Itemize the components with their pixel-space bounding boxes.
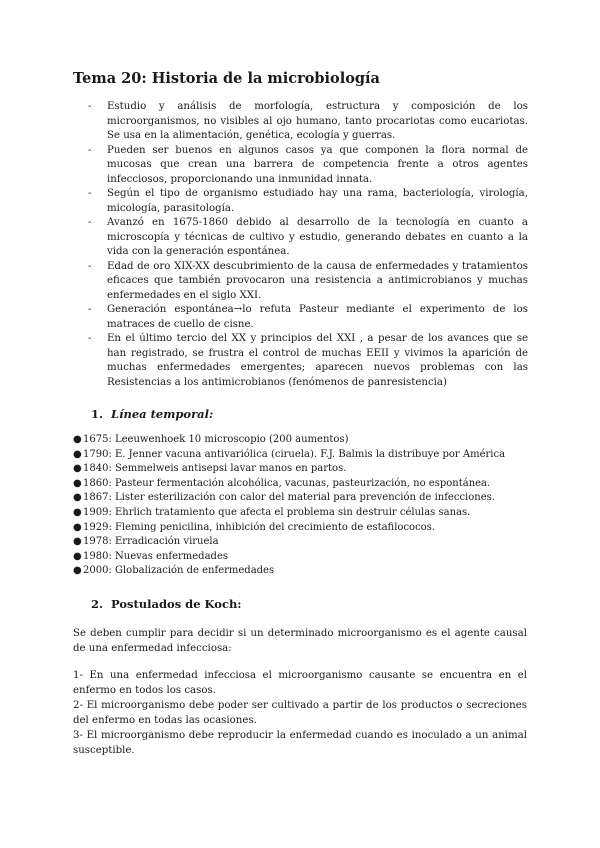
koch-postulate-3: 3- El microorganismo debe reproducir la enfermedad cuando es inoculado a un animal susceptible.	[73, 730, 527, 756]
timeline-item	[73, 535, 533, 550]
timeline-item	[73, 448, 533, 463]
timeline-item-text: 1978: Erradicación viruela	[83, 536, 219, 548]
timeline-item	[73, 506, 533, 521]
timeline-item-text: 1860: Pasteur fermentación alcohólica, vacunas, pasteurización, no espontánea.	[83, 477, 491, 489]
timeline-item-text: 1840: Semmelweis antisepsi lavar manos en partos.	[83, 463, 347, 475]
bullet-dot: ●	[73, 463, 82, 475]
bullet-dot: ●	[73, 448, 82, 460]
list-item-text: Según el tipo de organismo estudiado hay una rama, bacteriología, virología, micología, parasitología.	[107, 188, 528, 214]
list-item	[88, 144, 528, 188]
intro-bullet-list	[88, 100, 528, 390]
bullet-dot: ●	[73, 434, 82, 445]
bullet-dot: ●	[73, 536, 82, 548]
timeline-item-text: 1909: Ehrlich tratamiento que afecta el problema sin destruir células sanas.	[83, 506, 471, 518]
list-item	[88, 216, 528, 260]
bullet-dot: ●	[73, 492, 82, 504]
list-item	[88, 332, 528, 390]
list-item	[88, 303, 528, 332]
timeline-item	[73, 433, 533, 448]
bullet-marker: -	[88, 217, 92, 228]
page-title: Tema 20: Historia de la microbiología	[73, 70, 380, 87]
timeline-item-text: 1980: Nuevas enfermedades	[83, 550, 228, 562]
timeline-item	[73, 491, 533, 506]
timeline-item-text: 1929: Fleming penicilina, inhibición del crecimiento de estafilococos.	[83, 521, 436, 533]
timeline-item	[73, 521, 533, 536]
bullet-marker: -	[88, 144, 92, 156]
timeline-item	[73, 564, 533, 579]
bullet-dot: ●	[73, 521, 82, 533]
bullet-dot: ●	[73, 550, 82, 562]
koch-intro-paragraph: Se deben cumplir para decidir si un determinado microorganismo es el agente causal de una enfermedad infecciosa:	[73, 628, 527, 654]
list-item	[88, 187, 528, 216]
bullet-marker: -	[88, 260, 92, 272]
timeline-item	[73, 550, 533, 565]
timeline-list	[73, 433, 533, 579]
timeline-item-text: 2000: Globalización de enfermedades	[83, 565, 275, 577]
list-item-text: Pueden ser buenos en algunos casos ya que componen la flora normal de mucosas que crean una barrera de competencia frente a otros agentes infecciosos, proporcionando una inmunidad innata.	[107, 144, 528, 185]
koch-postulate-2: 2- El microorganismo debe poder ser cultivado a partir de los productos o secreciones del enfermo en todas las ocasiones.	[73, 700, 527, 726]
timeline-item-text: 1867: Lister esterilización con calor del material para prevención de infecciones.	[83, 492, 495, 504]
bullet-marker: -	[88, 188, 92, 199]
list-item-text: Estudio y análisis de morfología, estructura y composición de los microorganismos, no visibles al ojo humano, tanto procariotas como eucariotas. Se usa en la alimentación, genética, ecología y guerras.	[107, 101, 528, 141]
timeline-item	[73, 477, 533, 492]
timeline-item	[73, 462, 533, 477]
section-number: 1.	[91, 407, 104, 421]
bullet-marker: -	[88, 304, 92, 315]
list-item-text: En el último tercio del XX y principios del XXI , a pesar de los avances que se han registrado, se frustra el control de muchas EEII y vivimos la aparición de muchas enfermedades emergentes; aparecen nuevos problemas con las Resistencias a los antimicrobianos (fenómenos de panresistencia)	[107, 333, 528, 388]
list-item-text: Generación espontánea→lo refuta Pasteur mediante el experimento de los matraces de cuello de cisne.	[107, 304, 528, 330]
timeline-item-text: 1790: E. Jenner vacuna antivariólica (ciruela). F.J. Balmis la distribuye por América	[83, 448, 506, 460]
koch-postulate-1: 1- En una enfermedad infecciosa el microorganismo causante se encuentra en el enfermo en todos los casos.	[73, 670, 527, 696]
section-heading-timeline	[91, 407, 213, 421]
bullet-dot: ●	[73, 477, 82, 489]
list-item-text: Edad de oro XIX-XX descubrimiento de la causa de enfermedades y tratamientos eficaces que también provocaron una resistencia a antimicrobianos y muchas enfermedades en el siglo XXI.	[107, 260, 528, 301]
bullet-dot: ●	[73, 565, 82, 577]
bullet-marker: -	[88, 333, 92, 344]
list-item	[88, 260, 528, 304]
bullet-marker: -	[88, 101, 92, 112]
section-title: Postulados de Koch:	[111, 597, 242, 611]
list-item	[88, 100, 528, 144]
section-title: Línea temporal:	[111, 407, 214, 421]
section-number: 2.	[91, 597, 104, 611]
timeline-item-text: 1675: Leeuwenhoek 10 microscopio (200 aumentos)	[83, 434, 349, 445]
bullet-dot: ●	[73, 506, 82, 518]
list-item-text: Avanzó en 1675-1860 debido al desarrollo de la tecnología en cuanto a microscopía y técnicas de cultivo y estudio, generando debates en cuanto a la vida con la generación espontánea.	[107, 217, 528, 257]
section-heading-koch	[91, 597, 242, 611]
